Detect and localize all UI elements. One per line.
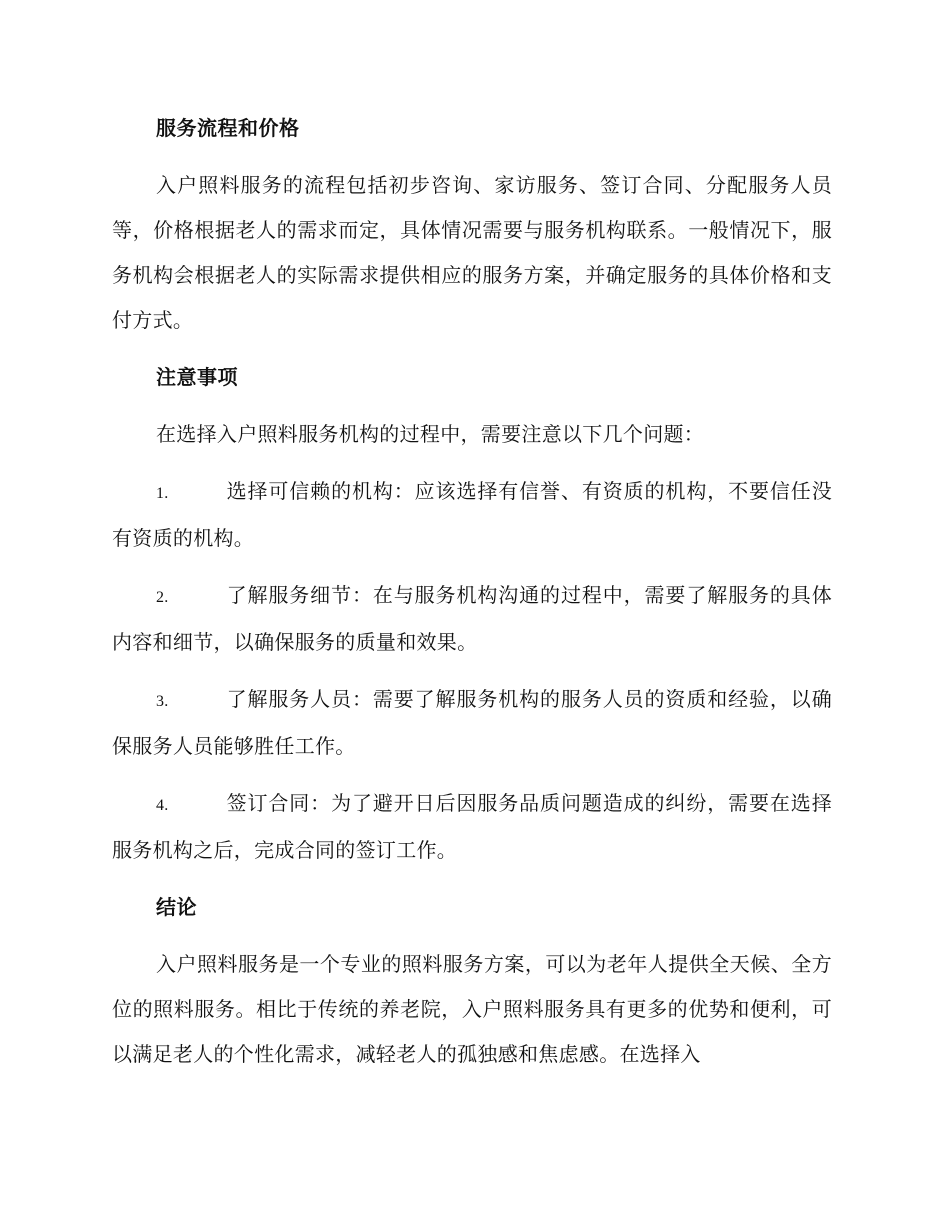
list-item-number: 2. [156, 589, 169, 606]
document-body [112, 106, 832, 1089]
list-item-text: 了解服务细节：在与服务机构沟通的过程中，需要了解服务的具体内容和细节，以确保服务的质量和效果。 [112, 583, 832, 654]
list-item-number: 3. [156, 693, 169, 710]
section-heading-conclusion: 结论 [156, 895, 197, 919]
list-item [112, 573, 832, 665]
list-item [112, 677, 832, 769]
list-item-number: 4. [156, 797, 169, 814]
list-item [112, 469, 832, 561]
list-item-text: 了解服务人员：需要了解服务机构的服务人员的资质和经验，以确保服务人员能够胜任工作。 [112, 687, 832, 758]
list-item-text: 选择可信赖的机构：应该选择有信誉、有资质的机构，不要信任没有资质的机构。 [112, 479, 832, 550]
list-item-text: 签订合同：为了避开日后因服务品质问题造成的纠纷，需要在选择服务机构之后，完成合同的签订工作。 [112, 791, 832, 862]
paragraph-notes-intro: 在选择入户照料服务机构的过程中，需要注意以下几个问题： [156, 422, 705, 446]
paragraph-conclusion: 入户照料服务是一个专业的照料服务方案，可以为老年人提供全天候、全方位的照料服务。相比于传统的养老院，入户照料服务具有更多的优势和便利，可以满足老人的个性化需求，减轻老人的孤独感和焦虑感。在选择入 [112, 952, 832, 1066]
section-heading-notes: 注意事项 [156, 365, 238, 389]
section-heading-process-price: 服务流程和价格 [156, 116, 300, 140]
paragraph-process-price: 入户照料服务的流程包括初步咨询、家访服务、签订合同、分配服务人员等，价格根据老人的需求而定，具体情况需要与服务机构联系。一般情况下，服务机构会根据老人的实际需求提供相应的服务方案，并确定服务的具体价格和支付方式。 [112, 173, 832, 332]
list-item [112, 781, 832, 873]
list-item-number: 1. [156, 485, 169, 502]
